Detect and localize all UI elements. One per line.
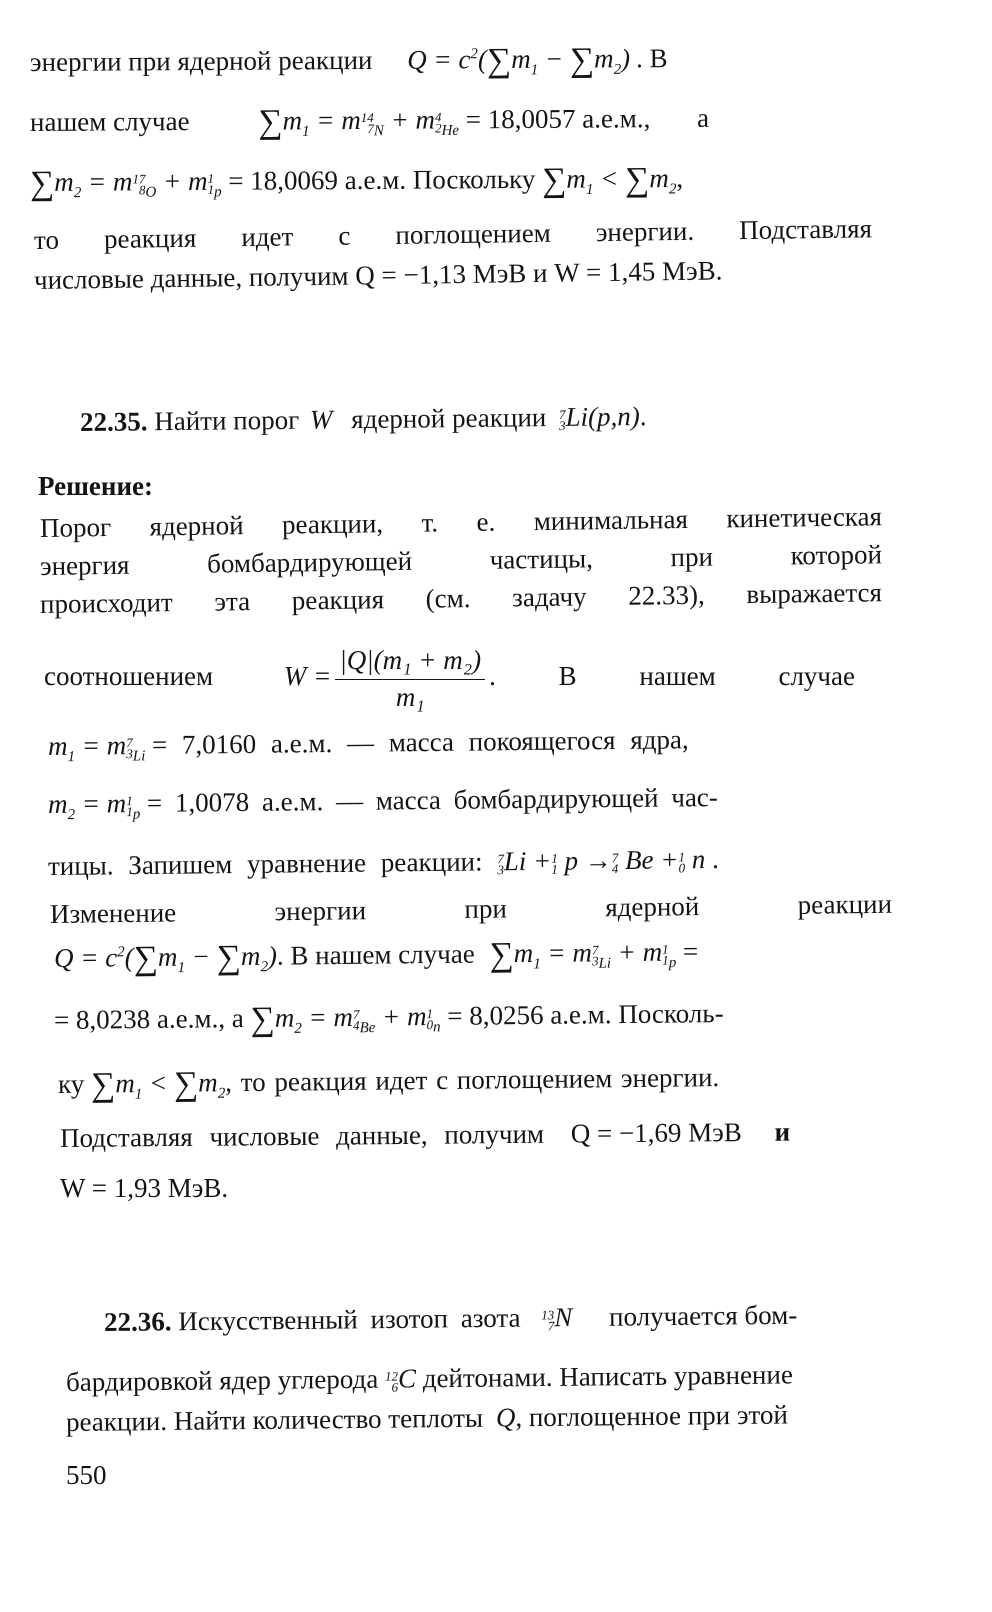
text-span: тицы. Запишем уравнение реакции: (47, 846, 483, 881)
text-line: W = 1,93 МэВ. (60, 1173, 229, 1203)
text-span: Найти порог (154, 404, 300, 437)
formula-q-energy: $Q = c^2(\sum m_1 - \sum m_2)$ (53, 939, 278, 978)
text-span: = 18,0069 а.е.м. Поскольку (228, 163, 536, 196)
text-span: ку (57, 1068, 85, 1099)
text-line (54, 931, 892, 978)
text-span: а (696, 102, 710, 133)
text-span: и (774, 1116, 791, 1147)
text-span: = 8,0256 а.е.м. Посколь- (447, 997, 724, 1031)
text-span: = 8,0238 а.е.м., а (53, 1003, 244, 1035)
value-q: Q = −1,13 МэВ (355, 258, 527, 291)
text-span: , (676, 163, 684, 194)
formula-q-energy: $Q = c^2(\sum m_1 - \sum m_2)$ (407, 41, 631, 80)
formula-isotope-n13: 13 7N (541, 1302, 573, 1334)
text-line (30, 159, 872, 202)
text-line: то реакция идет с поглощением энергии. Подставляя (33, 213, 873, 255)
formula-sum-m1-li: $\sum m_1 = m7$ $3_{Li} + m1$ $1_p$ (489, 936, 677, 974)
formula-w: W = (283, 661, 332, 691)
problem-heading (80, 398, 647, 440)
text-span: = 1,0078 а.е.м. — масса бомбардирующей час- (146, 781, 718, 818)
text-span: . В нашем случае (276, 938, 475, 971)
text-span: = 18,0057 а.е.м., (465, 103, 651, 135)
fraction (335, 643, 485, 714)
page-number: 550 (66, 1460, 107, 1490)
text-span: получается бом- (608, 1299, 798, 1332)
text-span: соотношением (44, 661, 214, 691)
text-line: энергия бомбардирующей частицы, при которой (39, 539, 883, 581)
text-span: Подставляя числовые данные, получим (59, 1118, 545, 1153)
text-line: происходит эта реакция (см. задачу 22.33), выражается (39, 577, 883, 619)
formula-sum-m1: $\sum m_1 = m14$ $7_N + m4$ $2_{He}$ (258, 103, 460, 141)
text-line (34, 252, 723, 298)
text-span: и (532, 257, 548, 289)
text-span: бардировкой ядер углерода (65, 1363, 379, 1397)
formula-m2: $m_2 = m1$ $1_p$ (47, 788, 141, 824)
symbol-q: Q (495, 1402, 516, 1433)
text-span: Искусственный изотоп азота (178, 1302, 521, 1337)
text-span: . В (636, 43, 668, 74)
formula-isotope-c12: 12 6C (384, 1363, 417, 1395)
text-span: реакции. Найти количество теплоты (65, 1402, 484, 1437)
text-span: . (705, 843, 719, 875)
problem-heading (104, 1296, 904, 1340)
text-span: = (682, 936, 699, 967)
text-line (48, 841, 719, 884)
text-line (60, 1113, 898, 1156)
text-line: Порог ядерной реакции, т. е. минимальная кинетическая (39, 501, 883, 543)
text-span: , поглощенное при этой (515, 1399, 789, 1433)
text-span: ядерной реакции (351, 402, 547, 435)
value-q: Q = −1,69 МэВ (570, 1117, 742, 1149)
formula-sum-m2: $\sum m_2 = m17$ $8_O + m1$ $1_p$ (29, 164, 222, 202)
text-span: . В нашем случае (489, 661, 855, 691)
text-span: . (639, 401, 647, 432)
text-span: энергии при ядерной реакции (29, 44, 373, 77)
text-line (66, 1395, 908, 1440)
text-line (48, 777, 886, 822)
fraction-numerator: |Q|(m₁ + m₂) (335, 643, 485, 680)
formula-reaction-li: 7 3Li(p,n) (558, 401, 640, 433)
text-line (44, 636, 886, 716)
text-line (48, 719, 886, 764)
formula-inequality: $\sum m_1 < \sum m_2$ (542, 161, 677, 199)
text-span: , то реакция идет с поглощением энергии. (225, 1062, 720, 1098)
formula-sum-m2-be: $\sum m_2 = m7$ $4_{Be} + m1$ $0_n$ (250, 1000, 441, 1038)
problem-number: 22.35. (79, 406, 148, 437)
text-line (30, 99, 872, 142)
text-span: числовые данные, получим (33, 260, 349, 295)
symbol-w: W (309, 404, 333, 435)
text-line (66, 1355, 908, 1400)
text-span: = 7,0160 а.е.м. — масса покоящегося ядра, (151, 724, 689, 760)
solution-heading: Решение: (38, 471, 153, 501)
fraction-denominator: m₁ (395, 682, 425, 713)
text-span: нашем случае (29, 106, 190, 137)
formula-reaction-equation: 7 3Li +1 1 p →7 4 Be +1 0 n (497, 844, 706, 878)
problem-number: 22.36. (103, 1306, 172, 1337)
text-line (58, 1057, 896, 1104)
text-line (30, 39, 872, 82)
formula-inequality: $\sum m_1 < \sum m_2$ (90, 1065, 226, 1104)
text-span: дейтонами. Написать уравнение (422, 1359, 794, 1394)
value-w: W = 1,45 МэВ. (554, 255, 723, 288)
text-line (54, 993, 892, 1040)
text-line: Изменение энергии при ядерной реакции (49, 888, 893, 929)
formula-m1: $m_1 = m7$ $3_{Li}$ (47, 730, 146, 766)
